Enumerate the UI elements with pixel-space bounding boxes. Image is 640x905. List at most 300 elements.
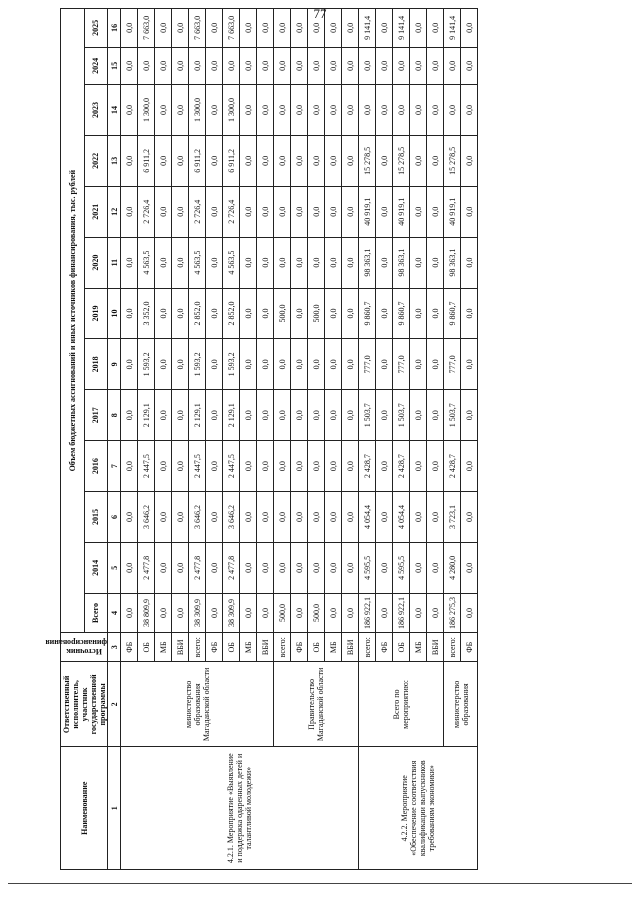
year-value-cell: 0,0 bbox=[376, 492, 393, 543]
year-value-cell: 0,0 bbox=[240, 390, 257, 441]
year-value-cell: 0,0 bbox=[172, 390, 189, 441]
year-value-cell: 500,0 bbox=[308, 288, 325, 339]
year-value-cell: 0,0 bbox=[325, 237, 342, 288]
year-value-cell: 1 593,2 bbox=[189, 339, 206, 390]
year-value-cell: 40 919,1 bbox=[444, 186, 461, 237]
year-value-cell: 0,0 bbox=[155, 288, 172, 339]
year-value-cell: 2 726,4 bbox=[189, 186, 206, 237]
header-source-text: Источник финансирования bbox=[45, 638, 107, 657]
year-value-cell: 2 129,1 bbox=[138, 390, 155, 441]
year-value-cell: 0,0 bbox=[342, 441, 359, 492]
year-value-cell: 0,0 bbox=[257, 390, 274, 441]
header-year: 2016 bbox=[84, 441, 108, 492]
year-value-cell: 0,0 bbox=[376, 85, 393, 136]
header-volume-group: Объем бюджетных ассигнований и иных источников финансирования, тыс. рублей bbox=[61, 9, 85, 633]
year-value-cell: 0,0 bbox=[342, 390, 359, 441]
total-cell: 186 922,1 bbox=[359, 593, 376, 632]
source-cell: ВБИ bbox=[342, 633, 359, 662]
year-value-cell: 0,0 bbox=[257, 47, 274, 84]
year-value-cell: 2 428,7 bbox=[444, 441, 461, 492]
source-cell: МБ bbox=[240, 633, 257, 662]
year-value-cell: 4 280,0 bbox=[444, 542, 461, 593]
year-value-cell: 3 646,2 bbox=[138, 492, 155, 543]
year-value-cell: 0,0 bbox=[291, 339, 308, 390]
year-value-cell: 0,0 bbox=[257, 85, 274, 136]
year-value-cell: 0,0 bbox=[206, 288, 223, 339]
year-value-cell: 0,0 bbox=[461, 186, 478, 237]
year-value-cell: 0,0 bbox=[325, 492, 342, 543]
year-value-cell: 0,0 bbox=[291, 9, 308, 48]
header-source bbox=[45, 633, 108, 662]
year-value-cell: 0,0 bbox=[257, 186, 274, 237]
year-value-cell: 0,0 bbox=[206, 339, 223, 390]
year-value-cell: 0,0 bbox=[121, 47, 138, 84]
year-value-cell: 0,0 bbox=[155, 339, 172, 390]
year-value-cell: 0,0 bbox=[274, 339, 291, 390]
total-cell: 0,0 bbox=[291, 593, 308, 632]
year-value-cell: 0,0 bbox=[155, 135, 172, 186]
source-cell: ФБ bbox=[121, 633, 138, 662]
year-value-cell: 0,0 bbox=[325, 135, 342, 186]
year-value-cell: 777,0 bbox=[393, 339, 410, 390]
year-value-cell: 0,0 bbox=[342, 135, 359, 186]
year-value-cell: 0,0 bbox=[410, 542, 427, 593]
year-value-cell: 4 563,5 bbox=[189, 237, 206, 288]
total-cell: 38 809,9 bbox=[138, 593, 155, 632]
year-value-cell: 0,0 bbox=[308, 85, 325, 136]
year-value-cell: 0,0 bbox=[155, 186, 172, 237]
year-value-cell: 0,0 bbox=[291, 542, 308, 593]
year-value-cell: 0,0 bbox=[325, 47, 342, 84]
year-value-cell: 0,0 bbox=[121, 339, 138, 390]
year-value-cell: 2 447,5 bbox=[189, 441, 206, 492]
year-value-cell: 0,0 bbox=[274, 135, 291, 186]
source-cell: ОБ bbox=[393, 633, 410, 662]
year-value-cell: 0,0 bbox=[206, 390, 223, 441]
year-value-cell: 0,0 bbox=[376, 441, 393, 492]
year-value-cell: 0,0 bbox=[376, 47, 393, 84]
year-value-cell: 0,0 bbox=[206, 47, 223, 84]
total-cell: 0,0 bbox=[410, 593, 427, 632]
year-value-cell: 0,0 bbox=[427, 492, 444, 543]
total-cell: 0,0 bbox=[461, 593, 478, 632]
year-value-cell: 0,0 bbox=[291, 237, 308, 288]
year-value-cell: 98 363,1 bbox=[359, 237, 376, 288]
year-value-cell: 0,0 bbox=[461, 542, 478, 593]
year-value-cell: 0,0 bbox=[393, 47, 410, 84]
year-value-cell: 0,0 bbox=[308, 237, 325, 288]
year-value-cell: 0,0 bbox=[155, 47, 172, 84]
year-value-cell: 9 141,4 bbox=[359, 9, 376, 48]
year-value-cell: 0,0 bbox=[291, 135, 308, 186]
year-value-cell: 0,0 bbox=[410, 135, 427, 186]
column-index-cell: 9 bbox=[108, 339, 121, 390]
year-value-cell: 2 852,0 bbox=[189, 288, 206, 339]
table-body bbox=[121, 9, 478, 870]
year-value-cell: 0,0 bbox=[410, 441, 427, 492]
year-value-cell: 2 447,5 bbox=[138, 441, 155, 492]
year-value-cell: 0,0 bbox=[308, 9, 325, 48]
year-value-cell: 6 911,2 bbox=[138, 135, 155, 186]
year-value-cell: 0,0 bbox=[427, 85, 444, 136]
year-value-cell: 0,0 bbox=[410, 390, 427, 441]
year-value-cell: 0,0 bbox=[308, 47, 325, 84]
year-value-cell: 3 352,0 bbox=[138, 288, 155, 339]
year-value-cell: 7 663,0 bbox=[223, 9, 240, 48]
year-value-cell: 9 860,7 bbox=[359, 288, 376, 339]
year-value-cell: 0,0 bbox=[240, 135, 257, 186]
year-value-cell: 2 447,5 bbox=[223, 441, 240, 492]
source-cell: всего: bbox=[189, 633, 206, 662]
year-value-cell: 0,0 bbox=[172, 492, 189, 543]
year-value-cell: 0,0 bbox=[291, 47, 308, 84]
year-value-cell: 0,0 bbox=[257, 237, 274, 288]
year-value-cell: 0,0 bbox=[461, 288, 478, 339]
total-cell: 0,0 bbox=[121, 593, 138, 632]
activity-name-cell: 4.2.2. Мероприятие «Обеспечение соответствия квалификации выпускников требованиям экономики» bbox=[359, 747, 478, 870]
column-index-cell: 11 bbox=[108, 237, 121, 288]
year-value-cell: 2 477,8 bbox=[138, 542, 155, 593]
year-value-cell: 2 428,7 bbox=[359, 441, 376, 492]
year-value-cell: 0,0 bbox=[410, 237, 427, 288]
year-value-cell: 0,0 bbox=[291, 390, 308, 441]
budget-table bbox=[45, 8, 478, 870]
year-value-cell: 3 646,2 bbox=[223, 492, 240, 543]
total-cell: 0,0 bbox=[342, 593, 359, 632]
year-value-cell: 0,0 bbox=[206, 85, 223, 136]
year-value-cell: 0,0 bbox=[325, 9, 342, 48]
total-cell: 186 275,3 bbox=[444, 593, 461, 632]
total-cell: 0,0 bbox=[325, 593, 342, 632]
source-cell: ВБИ bbox=[257, 633, 274, 662]
year-value-cell: 1 503,7 bbox=[393, 390, 410, 441]
year-value-cell: 15 278,5 bbox=[393, 135, 410, 186]
column-index-cell: 16 bbox=[108, 9, 121, 48]
year-value-cell: 0,0 bbox=[461, 9, 478, 48]
year-value-cell: 1 503,7 bbox=[444, 390, 461, 441]
year-value-cell: 0,0 bbox=[172, 441, 189, 492]
year-value-cell: 40 919,1 bbox=[359, 186, 376, 237]
source-cell: ОБ bbox=[138, 633, 155, 662]
header-year: 2023 bbox=[84, 85, 108, 136]
year-value-cell: 0,0 bbox=[274, 9, 291, 48]
year-value-cell: 0,0 bbox=[410, 492, 427, 543]
year-value-cell: 0,0 bbox=[257, 288, 274, 339]
source-cell: МБ bbox=[325, 633, 342, 662]
year-value-cell: 0,0 bbox=[189, 47, 206, 84]
year-value-cell: 0,0 bbox=[172, 186, 189, 237]
year-value-cell: 0,0 bbox=[291, 186, 308, 237]
year-value-cell: 0,0 bbox=[155, 237, 172, 288]
header-total: Всего bbox=[84, 593, 108, 632]
year-value-cell: 0,0 bbox=[155, 85, 172, 136]
year-value-cell: 0,0 bbox=[461, 47, 478, 84]
year-value-cell: 0,0 bbox=[325, 390, 342, 441]
year-value-cell: 0,0 bbox=[461, 492, 478, 543]
year-value-cell: 0,0 bbox=[308, 390, 325, 441]
year-value-cell: 40 919,1 bbox=[393, 186, 410, 237]
year-value-cell: 15 278,5 bbox=[444, 135, 461, 186]
year-value-cell: 0,0 bbox=[121, 441, 138, 492]
year-value-cell: 0,0 bbox=[155, 492, 172, 543]
column-index-cell: 6 bbox=[108, 492, 121, 543]
year-value-cell: 0,0 bbox=[206, 441, 223, 492]
year-value-cell: 0,0 bbox=[257, 339, 274, 390]
column-index-cell: 4 bbox=[108, 593, 121, 632]
year-value-cell: 0,0 bbox=[172, 339, 189, 390]
total-cell: 186 922,1 bbox=[393, 593, 410, 632]
year-value-cell: 0,0 bbox=[308, 441, 325, 492]
year-value-cell: 0,0 bbox=[121, 492, 138, 543]
year-value-cell: 0,0 bbox=[376, 542, 393, 593]
year-value-cell: 0,0 bbox=[121, 390, 138, 441]
year-value-cell: 0,0 bbox=[427, 339, 444, 390]
column-index-row bbox=[108, 9, 121, 870]
year-value-cell: 0,0 bbox=[359, 47, 376, 84]
year-value-cell: 0,0 bbox=[427, 186, 444, 237]
column-index-cell: 13 bbox=[108, 135, 121, 186]
year-value-cell: 0,0 bbox=[257, 135, 274, 186]
year-value-cell: 0,0 bbox=[291, 441, 308, 492]
year-value-cell: 0,0 bbox=[376, 390, 393, 441]
column-index-cell: 12 bbox=[108, 186, 121, 237]
year-value-cell: 2 726,4 bbox=[138, 186, 155, 237]
year-value-cell: 0,0 bbox=[325, 339, 342, 390]
column-index-cell: 3 bbox=[108, 633, 121, 662]
year-value-cell: 0,0 bbox=[274, 390, 291, 441]
year-value-cell: 4 563,5 bbox=[138, 237, 155, 288]
year-value-cell: 9 860,7 bbox=[444, 288, 461, 339]
year-value-cell: 0,0 bbox=[325, 542, 342, 593]
year-value-cell: 0,0 bbox=[274, 492, 291, 543]
source-cell: всего: bbox=[444, 633, 461, 662]
year-value-cell: 0,0 bbox=[427, 47, 444, 84]
year-value-cell: 7 663,0 bbox=[138, 9, 155, 48]
source-cell: ОБ bbox=[223, 633, 240, 662]
year-value-cell: 0,0 bbox=[427, 390, 444, 441]
year-value-cell: 1 300,0 bbox=[189, 85, 206, 136]
year-value-cell: 0,0 bbox=[308, 492, 325, 543]
year-value-cell: 0,0 bbox=[155, 441, 172, 492]
header-year: 2021 bbox=[84, 186, 108, 237]
year-value-cell: 0,0 bbox=[444, 85, 461, 136]
rotated-page-frame bbox=[45, 8, 565, 870]
year-value-cell: 1 300,0 bbox=[223, 85, 240, 136]
header-year: 2015 bbox=[84, 492, 108, 543]
year-value-cell: 0,0 bbox=[206, 542, 223, 593]
header-year: 2024 bbox=[84, 47, 108, 84]
year-value-cell: 0,0 bbox=[257, 441, 274, 492]
executor-cell: министерство образования Магаданской области bbox=[121, 662, 274, 747]
year-value-cell: 1 593,2 bbox=[138, 339, 155, 390]
source-cell: всего: bbox=[359, 633, 376, 662]
source-cell: ВБИ bbox=[172, 633, 189, 662]
year-value-cell: 7 663,0 bbox=[189, 9, 206, 48]
year-value-cell: 0,0 bbox=[342, 288, 359, 339]
year-value-cell: 1 503,7 bbox=[359, 390, 376, 441]
year-value-cell: 0,0 bbox=[223, 47, 240, 84]
year-value-cell: 4 595,5 bbox=[359, 542, 376, 593]
year-value-cell: 0,0 bbox=[325, 186, 342, 237]
source-cell: ФБ bbox=[461, 633, 478, 662]
column-index-cell: 5 bbox=[108, 542, 121, 593]
year-value-cell: 0,0 bbox=[461, 135, 478, 186]
year-value-cell: 2 129,1 bbox=[223, 390, 240, 441]
column-index-cell: 2 bbox=[108, 662, 121, 747]
year-value-cell: 0,0 bbox=[121, 288, 138, 339]
source-cell: ВБИ bbox=[427, 633, 444, 662]
year-value-cell: 0,0 bbox=[206, 492, 223, 543]
column-index-cell: 15 bbox=[108, 47, 121, 84]
header-year: 2018 bbox=[84, 339, 108, 390]
year-value-cell: 0,0 bbox=[172, 85, 189, 136]
year-value-cell: 0,0 bbox=[410, 9, 427, 48]
year-value-cell: 2 428,7 bbox=[393, 441, 410, 492]
year-value-cell: 0,0 bbox=[172, 9, 189, 48]
column-index-cell: 7 bbox=[108, 441, 121, 492]
year-value-cell: 0,0 bbox=[461, 441, 478, 492]
year-value-cell: 0,0 bbox=[274, 542, 291, 593]
year-value-cell: 2 726,4 bbox=[223, 186, 240, 237]
year-value-cell: 0,0 bbox=[376, 135, 393, 186]
year-value-cell: 0,0 bbox=[240, 288, 257, 339]
year-value-cell: 0,0 bbox=[274, 441, 291, 492]
year-value-cell: 0,0 bbox=[461, 237, 478, 288]
year-value-cell: 6 911,2 bbox=[223, 135, 240, 186]
year-value-cell: 0,0 bbox=[274, 47, 291, 84]
year-value-cell: 0,0 bbox=[308, 542, 325, 593]
year-value-cell: 0,0 bbox=[342, 186, 359, 237]
year-value-cell: 0,0 bbox=[121, 237, 138, 288]
year-value-cell: 0,0 bbox=[342, 542, 359, 593]
total-cell: 0,0 bbox=[206, 593, 223, 632]
year-value-cell: 9 141,4 bbox=[444, 9, 461, 48]
year-value-cell: 0,0 bbox=[342, 339, 359, 390]
table-row bbox=[444, 9, 461, 870]
year-value-cell: 0,0 bbox=[172, 542, 189, 593]
source-cell: ФБ bbox=[291, 633, 308, 662]
year-value-cell: 0,0 bbox=[427, 135, 444, 186]
year-value-cell: 0,0 bbox=[257, 542, 274, 593]
year-value-cell: 6 911,2 bbox=[189, 135, 206, 186]
year-value-cell: 0,0 bbox=[240, 9, 257, 48]
year-value-cell: 1 300,0 bbox=[138, 85, 155, 136]
source-cell: ФБ bbox=[376, 633, 393, 662]
column-index-cell: 14 bbox=[108, 85, 121, 136]
total-cell: 0,0 bbox=[155, 593, 172, 632]
year-value-cell: 0,0 bbox=[155, 9, 172, 48]
year-value-cell: 15 278,5 bbox=[359, 135, 376, 186]
year-value-cell: 0,0 bbox=[240, 492, 257, 543]
year-value-cell: 0,0 bbox=[427, 441, 444, 492]
year-value-cell: 0,0 bbox=[240, 237, 257, 288]
year-value-cell: 0,0 bbox=[444, 47, 461, 84]
year-value-cell: 0,0 bbox=[257, 9, 274, 48]
year-value-cell: 0,0 bbox=[138, 47, 155, 84]
year-value-cell: 0,0 bbox=[376, 288, 393, 339]
header-year: 2017 bbox=[84, 390, 108, 441]
year-value-cell: 0,0 bbox=[376, 237, 393, 288]
column-index-cell: 10 bbox=[108, 288, 121, 339]
year-value-cell: 0,0 bbox=[274, 85, 291, 136]
column-index-cell: 1 bbox=[108, 747, 121, 870]
year-value-cell: 0,0 bbox=[206, 135, 223, 186]
year-value-cell: 0,0 bbox=[427, 288, 444, 339]
year-value-cell: 0,0 bbox=[172, 288, 189, 339]
activity-name-cell: 4.2.1. Мероприятие «Выявление и поддержка одаренных детей и талантливой молодежи» bbox=[121, 747, 359, 870]
year-value-cell: 98 363,1 bbox=[393, 237, 410, 288]
year-value-cell: 0,0 bbox=[342, 237, 359, 288]
header-year: 2025 bbox=[84, 9, 108, 48]
year-value-cell: 0,0 bbox=[121, 9, 138, 48]
year-value-cell: 0,0 bbox=[376, 186, 393, 237]
year-value-cell: 0,0 bbox=[291, 492, 308, 543]
year-value-cell: 0,0 bbox=[308, 339, 325, 390]
source-cell: ФБ bbox=[206, 633, 223, 662]
year-value-cell: 0,0 bbox=[325, 441, 342, 492]
year-value-cell: 0,0 bbox=[121, 135, 138, 186]
year-value-cell: 0,0 bbox=[461, 85, 478, 136]
header-executor: Ответственный исполнитель, участник государственной программы bbox=[61, 662, 108, 747]
year-value-cell: 98 363,1 bbox=[444, 237, 461, 288]
year-value-cell: 0,0 bbox=[240, 542, 257, 593]
total-cell: 500,0 bbox=[308, 593, 325, 632]
year-value-cell: 0,0 bbox=[461, 339, 478, 390]
year-value-cell: 0,0 bbox=[410, 186, 427, 237]
year-value-cell: 777,0 bbox=[444, 339, 461, 390]
year-value-cell: 0,0 bbox=[121, 85, 138, 136]
header-name: Наименование bbox=[61, 747, 108, 870]
total-cell: 0,0 bbox=[172, 593, 189, 632]
source-cell: ОБ bbox=[308, 633, 325, 662]
year-value-cell: 0,0 bbox=[342, 85, 359, 136]
year-value-cell: 1 593,2 bbox=[223, 339, 240, 390]
year-value-cell: 0,0 bbox=[393, 85, 410, 136]
year-value-cell: 0,0 bbox=[342, 492, 359, 543]
year-value-cell: 0,0 bbox=[410, 47, 427, 84]
year-value-cell: 777,0 bbox=[359, 339, 376, 390]
source-cell: всего: bbox=[274, 633, 291, 662]
year-value-cell: 3 723,1 bbox=[444, 492, 461, 543]
year-value-cell: 2 852,0 bbox=[223, 288, 240, 339]
year-value-cell: 0,0 bbox=[325, 85, 342, 136]
year-value-cell: 0,0 bbox=[410, 85, 427, 136]
year-value-cell: 0,0 bbox=[206, 237, 223, 288]
year-value-cell: 0,0 bbox=[342, 47, 359, 84]
header-year: 2020 bbox=[84, 237, 108, 288]
year-value-cell: 0,0 bbox=[410, 339, 427, 390]
column-index-cell: 8 bbox=[108, 390, 121, 441]
year-value-cell: 0,0 bbox=[359, 85, 376, 136]
total-cell: 0,0 bbox=[257, 593, 274, 632]
year-value-cell: 0,0 bbox=[172, 135, 189, 186]
year-value-cell: 0,0 bbox=[325, 288, 342, 339]
year-value-cell: 0,0 bbox=[427, 9, 444, 48]
year-value-cell: 4 595,5 bbox=[393, 542, 410, 593]
year-value-cell: 0,0 bbox=[274, 186, 291, 237]
year-value-cell: 0,0 bbox=[291, 85, 308, 136]
year-value-cell: 0,0 bbox=[376, 9, 393, 48]
header-year: 2022 bbox=[84, 135, 108, 186]
year-value-cell: 0,0 bbox=[410, 288, 427, 339]
total-cell: 0,0 bbox=[240, 593, 257, 632]
total-cell: 500,0 bbox=[274, 593, 291, 632]
year-value-cell: 9 141,4 bbox=[393, 9, 410, 48]
year-value-cell: 0,0 bbox=[427, 542, 444, 593]
year-value-cell: 0,0 bbox=[240, 85, 257, 136]
year-value-cell: 0,0 bbox=[240, 339, 257, 390]
table-row bbox=[274, 9, 291, 870]
